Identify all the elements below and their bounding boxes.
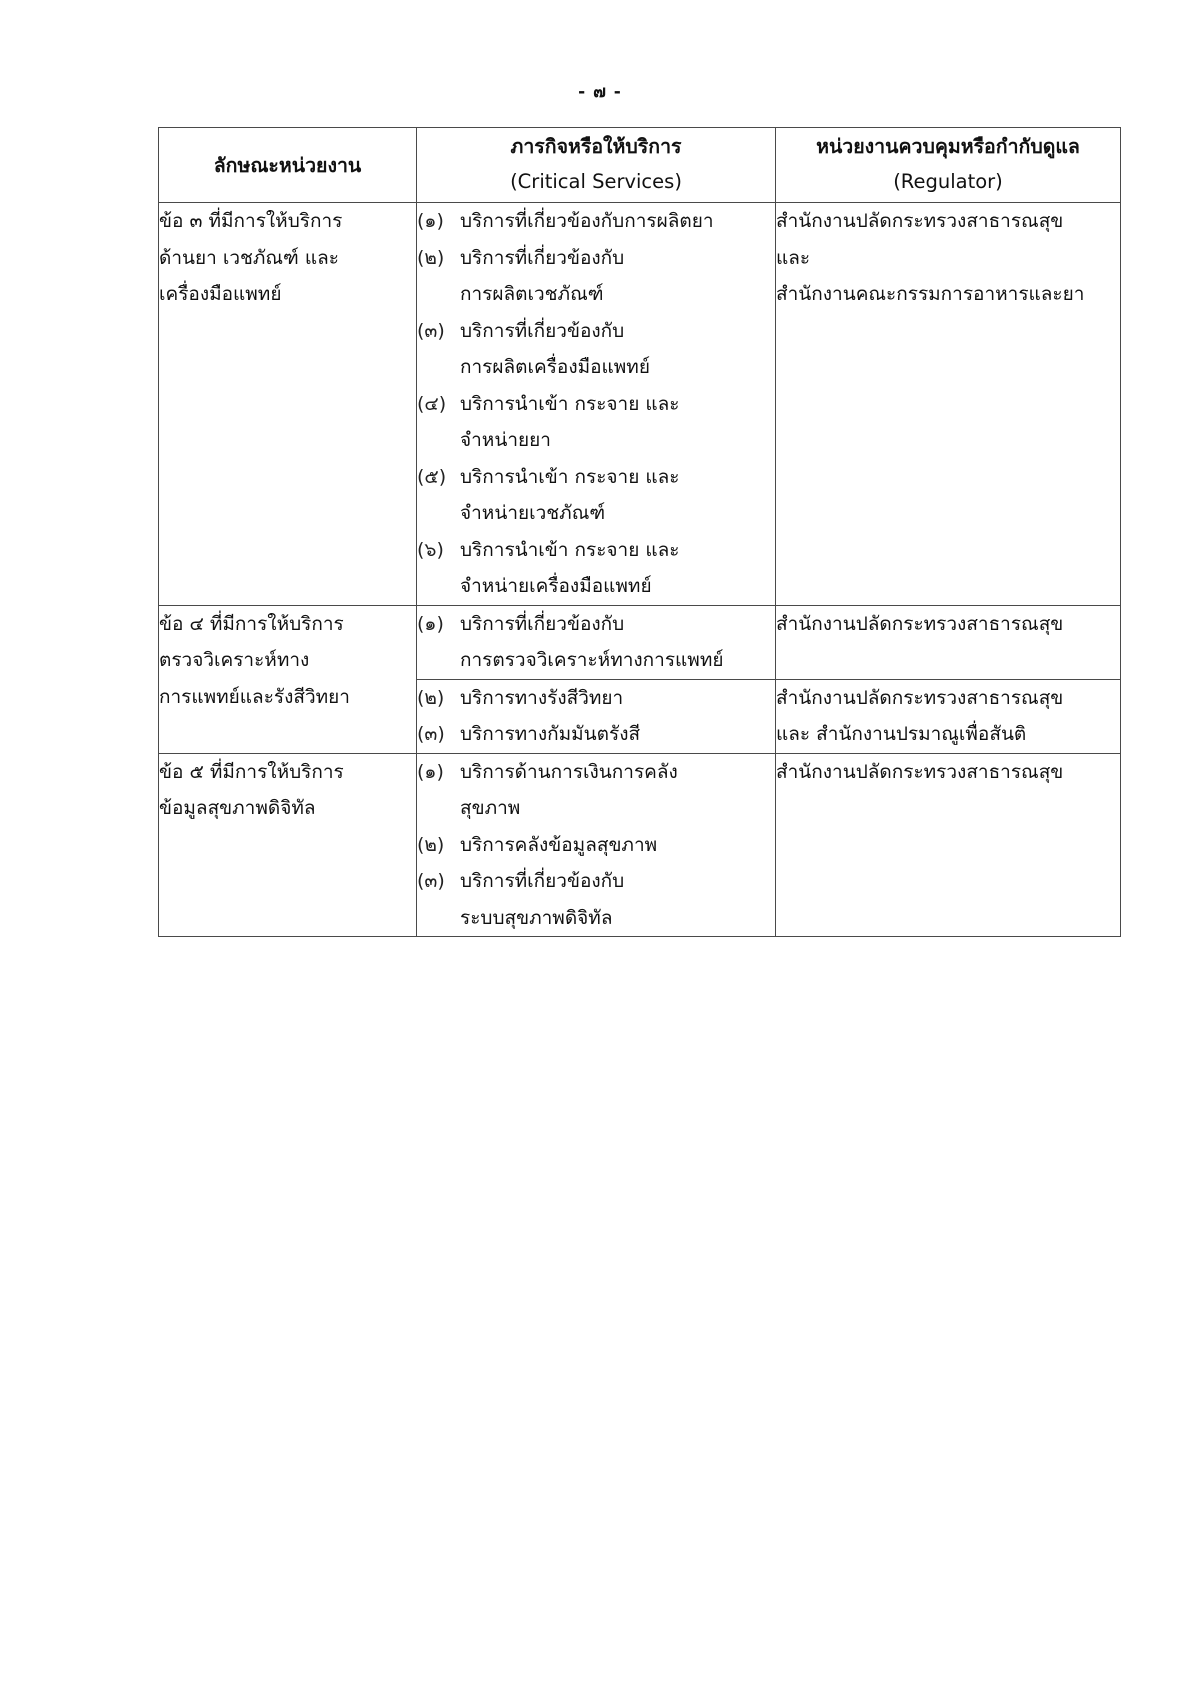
service-text: บริการนำเข้า กระจาย และ: [460, 465, 680, 488]
header-organization-type: [159, 128, 417, 203]
service-text: บริการด้านการเงินการคลัง: [460, 760, 678, 783]
service-number: (๔): [417, 392, 447, 415]
header-organization-type-label: ลักษณะหน่วยงาน: [213, 154, 362, 177]
service-number: (๓): [417, 723, 445, 745]
category-line: ข้อ ๕ ที่มีการให้บริการ: [159, 760, 344, 783]
service-item: [417, 240, 775, 313]
service-text: จำหน่ายเครื่องมือแพทย์: [460, 575, 652, 597]
service-text: บริการคลังข้อมูลสุขภาพ: [460, 833, 658, 856]
service-text: ระบบสุขภาพดิจิทัล: [460, 906, 613, 929]
regulator-line: และ สำนักงานปรมาณูเพื่อสันติ: [776, 723, 1027, 745]
page-number: - ๗ -: [578, 82, 622, 102]
service-item: [417, 606, 775, 679]
header-regulator: [776, 128, 1121, 203]
table-row: [159, 753, 1121, 937]
service-number: (๑): [417, 210, 444, 232]
service-text: บริการที่เกี่ยวข้องกับ: [460, 612, 625, 635]
service-text: สุขภาพ: [460, 797, 521, 819]
regulator-cell: [776, 605, 1121, 679]
header-critical-services-en: (Critical Services): [510, 170, 682, 193]
regulator-line: สำนักงานคณะกรรมการอาหารและยา: [776, 283, 1085, 305]
table-row: [159, 203, 1121, 606]
service-item: [417, 532, 775, 605]
category-line: ข้อมูลสุขภาพดิจิทัล: [159, 797, 316, 819]
service-number: (๒): [417, 833, 445, 856]
service-text: การตรวจวิเคราะห์ทางการแพทย์: [460, 649, 724, 671]
service-number: (๓): [417, 870, 445, 892]
service-text: บริการที่เกี่ยวข้องกับการผลิตยา: [460, 210, 714, 232]
table-header-row: [159, 128, 1121, 203]
regulator-line: และ: [776, 246, 811, 269]
category-line: ข้อ ๔ ที่มีการให้บริการ: [159, 612, 344, 635]
regulator-cell: [776, 679, 1121, 753]
critical-services-table: [158, 127, 1121, 937]
category-line: ตรวจวิเคราะห์ทาง: [159, 649, 310, 671]
services-cell: [417, 753, 776, 937]
services-cell: [417, 605, 776, 679]
service-text: บริการนำเข้า กระจาย และ: [460, 538, 680, 561]
service-item: [417, 313, 775, 386]
category-line: เครื่องมือแพทย์: [159, 283, 282, 305]
service-item: [417, 863, 775, 936]
service-item: [417, 754, 775, 827]
category-cell: [159, 605, 417, 753]
category-cell: [159, 203, 417, 606]
regulator-line: สำนักงานปลัดกระทรวงสาธารณสุข: [776, 760, 1064, 783]
category-cell: [159, 753, 417, 937]
regulator-cell: [776, 753, 1121, 937]
category-line: การแพทย์และรังสีวิทยา: [159, 685, 350, 708]
services-cell: [417, 679, 776, 753]
service-text: บริการทางรังสีวิทยา: [460, 686, 624, 709]
header-regulator-en: (Regulator): [893, 170, 1003, 193]
service-number: (๒): [417, 686, 445, 709]
regulator-line: สำนักงานปลัดกระทรวงสาธารณสุข: [776, 686, 1064, 709]
service-text: บริการนำเข้า กระจาย และ: [460, 392, 680, 415]
service-item: [417, 716, 775, 753]
category-line: ด้านยา เวชภัณฑ์ และ: [159, 246, 339, 269]
service-text: บริการทางกัมมันตรังสี: [460, 723, 641, 745]
service-text: การผลิตเวชภัณฑ์: [460, 283, 604, 305]
service-number: (๑): [417, 612, 444, 635]
header-critical-services: [417, 128, 776, 203]
service-text: จำหน่ายยา: [460, 429, 551, 451]
service-number: (๕): [417, 465, 447, 488]
service-text: บริการที่เกี่ยวข้องกับ: [460, 319, 625, 342]
regulator-line: สำนักงานปลัดกระทรวงสาธารณสุข: [776, 612, 1064, 635]
service-text: จำหน่ายเวชภัณฑ์: [460, 502, 606, 524]
service-item: [417, 386, 775, 459]
service-number: (๒): [417, 246, 445, 269]
service-text: บริการที่เกี่ยวข้องกับ: [460, 870, 625, 892]
header-regulator-th: หน่วยงานควบคุมหรือกำกับดูแล: [816, 135, 1080, 158]
service-item: [417, 459, 775, 532]
service-number: (๖): [417, 538, 444, 561]
regulator-line: สำนักงานปลัดกระทรวงสาธารณสุข: [776, 210, 1064, 232]
service-text: การผลิตเครื่องมือแพทย์: [460, 356, 650, 378]
category-line: ข้อ ๓ ที่มีการให้บริการ: [159, 210, 343, 232]
header-critical-services-th: ภารกิจหรือให้บริการ: [510, 135, 682, 158]
service-item: [417, 827, 775, 864]
service-text: บริการที่เกี่ยวข้องกับ: [460, 246, 625, 269]
service-number: (๑): [417, 760, 444, 783]
table-row: [159, 605, 1121, 679]
service-item: [417, 680, 775, 717]
service-item: [417, 203, 775, 240]
services-cell: [417, 203, 776, 606]
service-number: (๓): [417, 319, 445, 342]
regulator-cell: [776, 203, 1121, 606]
